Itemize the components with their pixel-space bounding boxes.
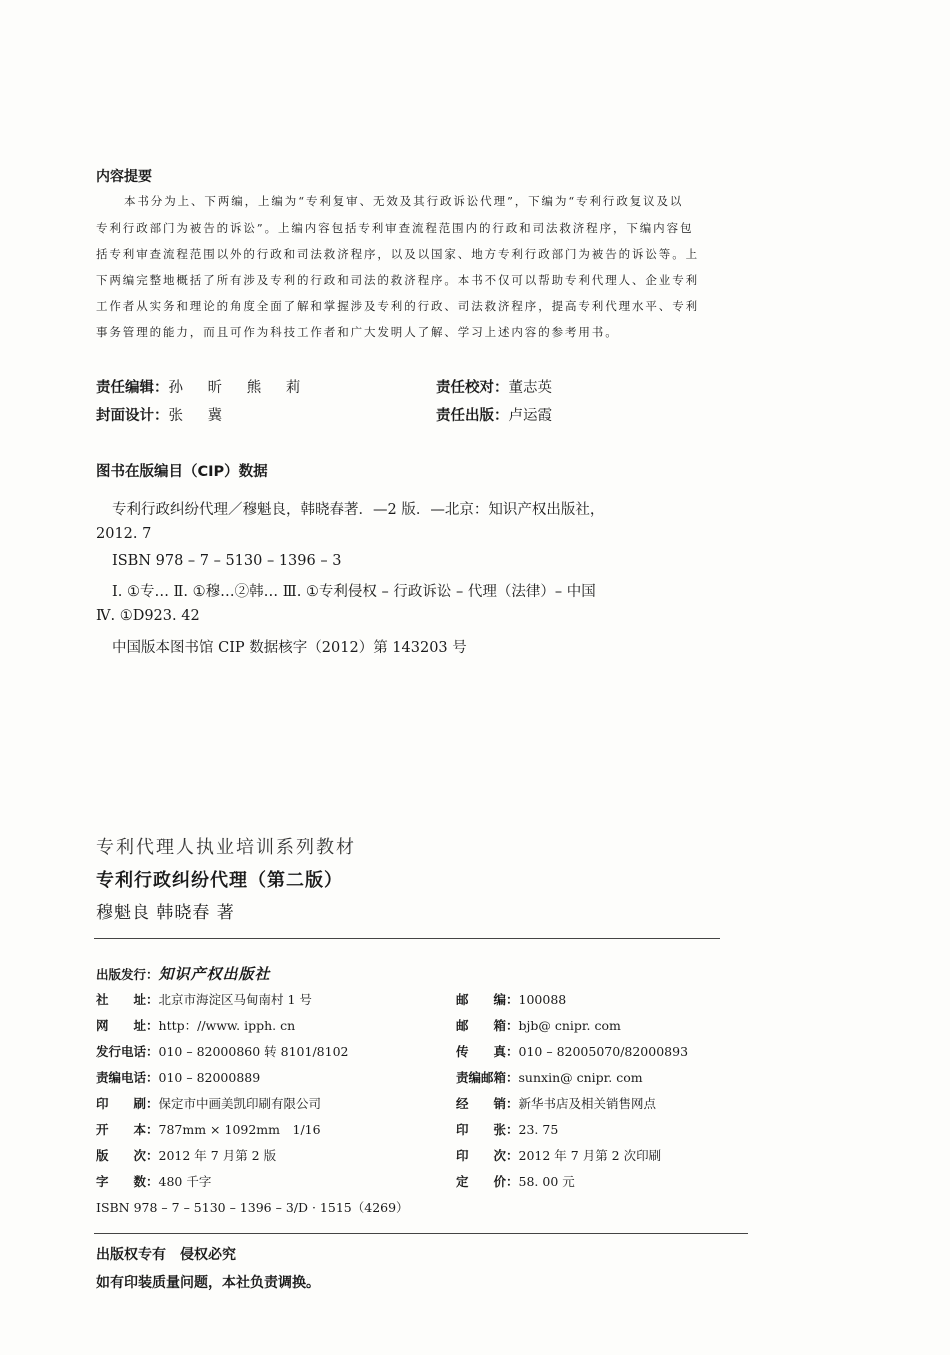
pub-row: [456, 1146, 661, 1164]
pub-row-value: http：//www. ipph. cn: [158, 1018, 296, 1033]
pub-row-value: 23. 75: [518, 1122, 559, 1137]
pub-row-value: 100088: [518, 992, 567, 1007]
summary-line: 本书分为上、下两编，上编为“专利复审、无效及其行政诉讼代理”，下编为“专利行政复议及以: [124, 194, 684, 208]
divider: [94, 938, 720, 939]
quality-notice: 如有印装质量问题，本社负责调换。: [96, 1275, 320, 1291]
pub-row-label: 责编邮箱：: [456, 1070, 519, 1085]
summary-line: 工作者从实务和理论的角度全面了解和掌握涉及专利的行政、司法救济程序，提高专利代理水平、专利: [96, 299, 699, 313]
pub-row: [96, 990, 312, 1008]
publisher-name: 知识产权出版社: [158, 965, 271, 983]
credit-proofreader-value: 董志英: [508, 380, 552, 396]
credit-cover: [96, 404, 232, 425]
pub-row-value: bjb@ cnipr. com: [518, 1018, 621, 1033]
book-title: 专利行政纠纷代理（第二版）: [96, 870, 343, 891]
pub-row-value: 2012 年 7 月第 2 版: [158, 1148, 277, 1163]
publisher-line: [96, 963, 271, 984]
cip-line: 专利行政纠纷代理／穆魁良，韩晓春著．—2 版．—北京：知识产权出版社，: [112, 502, 605, 518]
cip-line: Ⅳ. ①D923. 42: [96, 608, 200, 624]
cip-line: 2012. 7: [96, 526, 152, 542]
pub-row-value: 010 – 82005070/82000893: [518, 1044, 689, 1059]
pub-row-label: 传 真：: [456, 1044, 519, 1059]
copyright-notice: 出版权专有 侵权必究: [96, 1247, 236, 1263]
pub-row-label: 邮 编：: [456, 992, 519, 1007]
pub-row: [96, 1016, 295, 1034]
pub-row-label: 印 张：: [456, 1122, 519, 1137]
summary-line: 事务管理的能力，而且可作为科技工作者和广大发明人了解、学习上述内容的参考用书。: [96, 325, 619, 339]
pub-row-value: 010 – 82000860 转 8101/8102: [158, 1044, 349, 1059]
pub-row: [456, 1068, 643, 1086]
pub-row: [456, 1042, 688, 1060]
pub-row: [456, 990, 566, 1008]
pub-row-value: sunxin@ cnipr. com: [518, 1070, 643, 1085]
pub-row-label: 邮 箱：: [456, 1018, 519, 1033]
pub-row: [456, 1172, 575, 1190]
pub-row-label: 字 数：: [96, 1174, 159, 1189]
publisher-label: 出版发行：: [96, 967, 159, 982]
credit-cover-label: 封面设计：: [96, 408, 169, 424]
credit-publishing: [436, 404, 552, 425]
credit-editor-value: 孙 昕 熊 莉: [168, 380, 311, 396]
credit-proofreader-label: 责任校对：: [436, 380, 509, 396]
pub-row: [96, 1172, 211, 1190]
pub-row: [96, 1094, 321, 1112]
pub-row-value: 787mm × 1092mm 1/16: [158, 1122, 321, 1137]
summary-line: 括专利审查流程范围以外的行政和司法救济程序，以及以国家、地方专利行政部门为被告的诉讼等。上: [96, 247, 699, 261]
summary-line: 下两编完整地概括了所有涉及专利的行政和司法的救济程序。本书不仅可以帮助专利代理人、企业专利: [96, 273, 699, 287]
pub-row-label: 责编电话：: [96, 1070, 159, 1085]
pub-row-value: 新华书店及相关销售网点: [518, 1096, 657, 1111]
cip-line: ISBN 978 – 7 – 5130 – 1396 – 3: [112, 553, 342, 569]
credit-editor-label: 责任编辑：: [96, 380, 169, 396]
summary-title: 内容提要: [96, 169, 152, 185]
pub-row-label: 社 址：: [96, 992, 159, 1007]
credit-cover-value: 张 冀: [168, 408, 233, 424]
pub-row-label: 网 址：: [96, 1018, 159, 1033]
book-authors: 穆魁良 韩晓春 著: [96, 903, 235, 923]
pub-row-value: 480 千字: [158, 1174, 212, 1189]
pub-row-label: 发行电话：: [96, 1044, 159, 1059]
pub-row-label: 开 本：: [96, 1122, 159, 1137]
credit-editor: [96, 376, 310, 397]
pub-row-value: 2012 年 7 月第 2 次印刷: [518, 1148, 662, 1163]
pub-row-label: 印 次：: [456, 1148, 519, 1163]
pub-row-label: 版 次：: [96, 1148, 159, 1163]
pub-row: [96, 1120, 321, 1138]
credit-publishing-value: 卢运霞: [508, 408, 552, 424]
pub-row: [96, 1068, 260, 1086]
pub-row-label: 经 销：: [456, 1096, 519, 1111]
pub-row-value: 58. 00 元: [518, 1174, 575, 1189]
pub-row: [456, 1094, 656, 1112]
isbn-value: ISBN 978 – 7 – 5130 – 1396 – 3/D · 1515（4269）: [96, 1200, 409, 1215]
pub-row-value: 010 – 82000889: [158, 1070, 261, 1085]
credit-publishing-label: 责任出版：: [436, 408, 509, 424]
cip-line: Ⅰ. ①专… Ⅱ. ①穆…②韩… Ⅲ. ①专利侵权 – 行政诉讼 – 代理（法律）– 中国: [112, 584, 596, 600]
credit-proofreader: [436, 376, 552, 397]
cip-title: 图书在版编目（CIP）数据: [96, 464, 268, 480]
pub-row: [456, 1120, 558, 1138]
pub-row: [96, 1146, 276, 1164]
summary-line: 专利行政部门为被告的诉讼”。上编内容包括专利审查流程范围内的行政和司法救济程序，下编内容包: [96, 221, 694, 235]
pub-row-label: 定 价：: [456, 1174, 519, 1189]
isbn-line: [96, 1198, 409, 1216]
series-title: 专利代理人执业培训系列教材: [96, 837, 356, 858]
pub-row: [96, 1042, 348, 1060]
cip-line: 中国版本图书馆 CIP 数据核字（2012）第 143203 号: [112, 640, 467, 656]
pub-row: [456, 1016, 621, 1034]
divider: [94, 1233, 748, 1234]
pub-row-value: 保定市中画美凯印刷有限公司: [158, 1096, 322, 1111]
pub-row-value: 北京市海淀区马甸南村 1 号: [158, 992, 312, 1007]
pub-row-label: 印 刷：: [96, 1096, 159, 1111]
